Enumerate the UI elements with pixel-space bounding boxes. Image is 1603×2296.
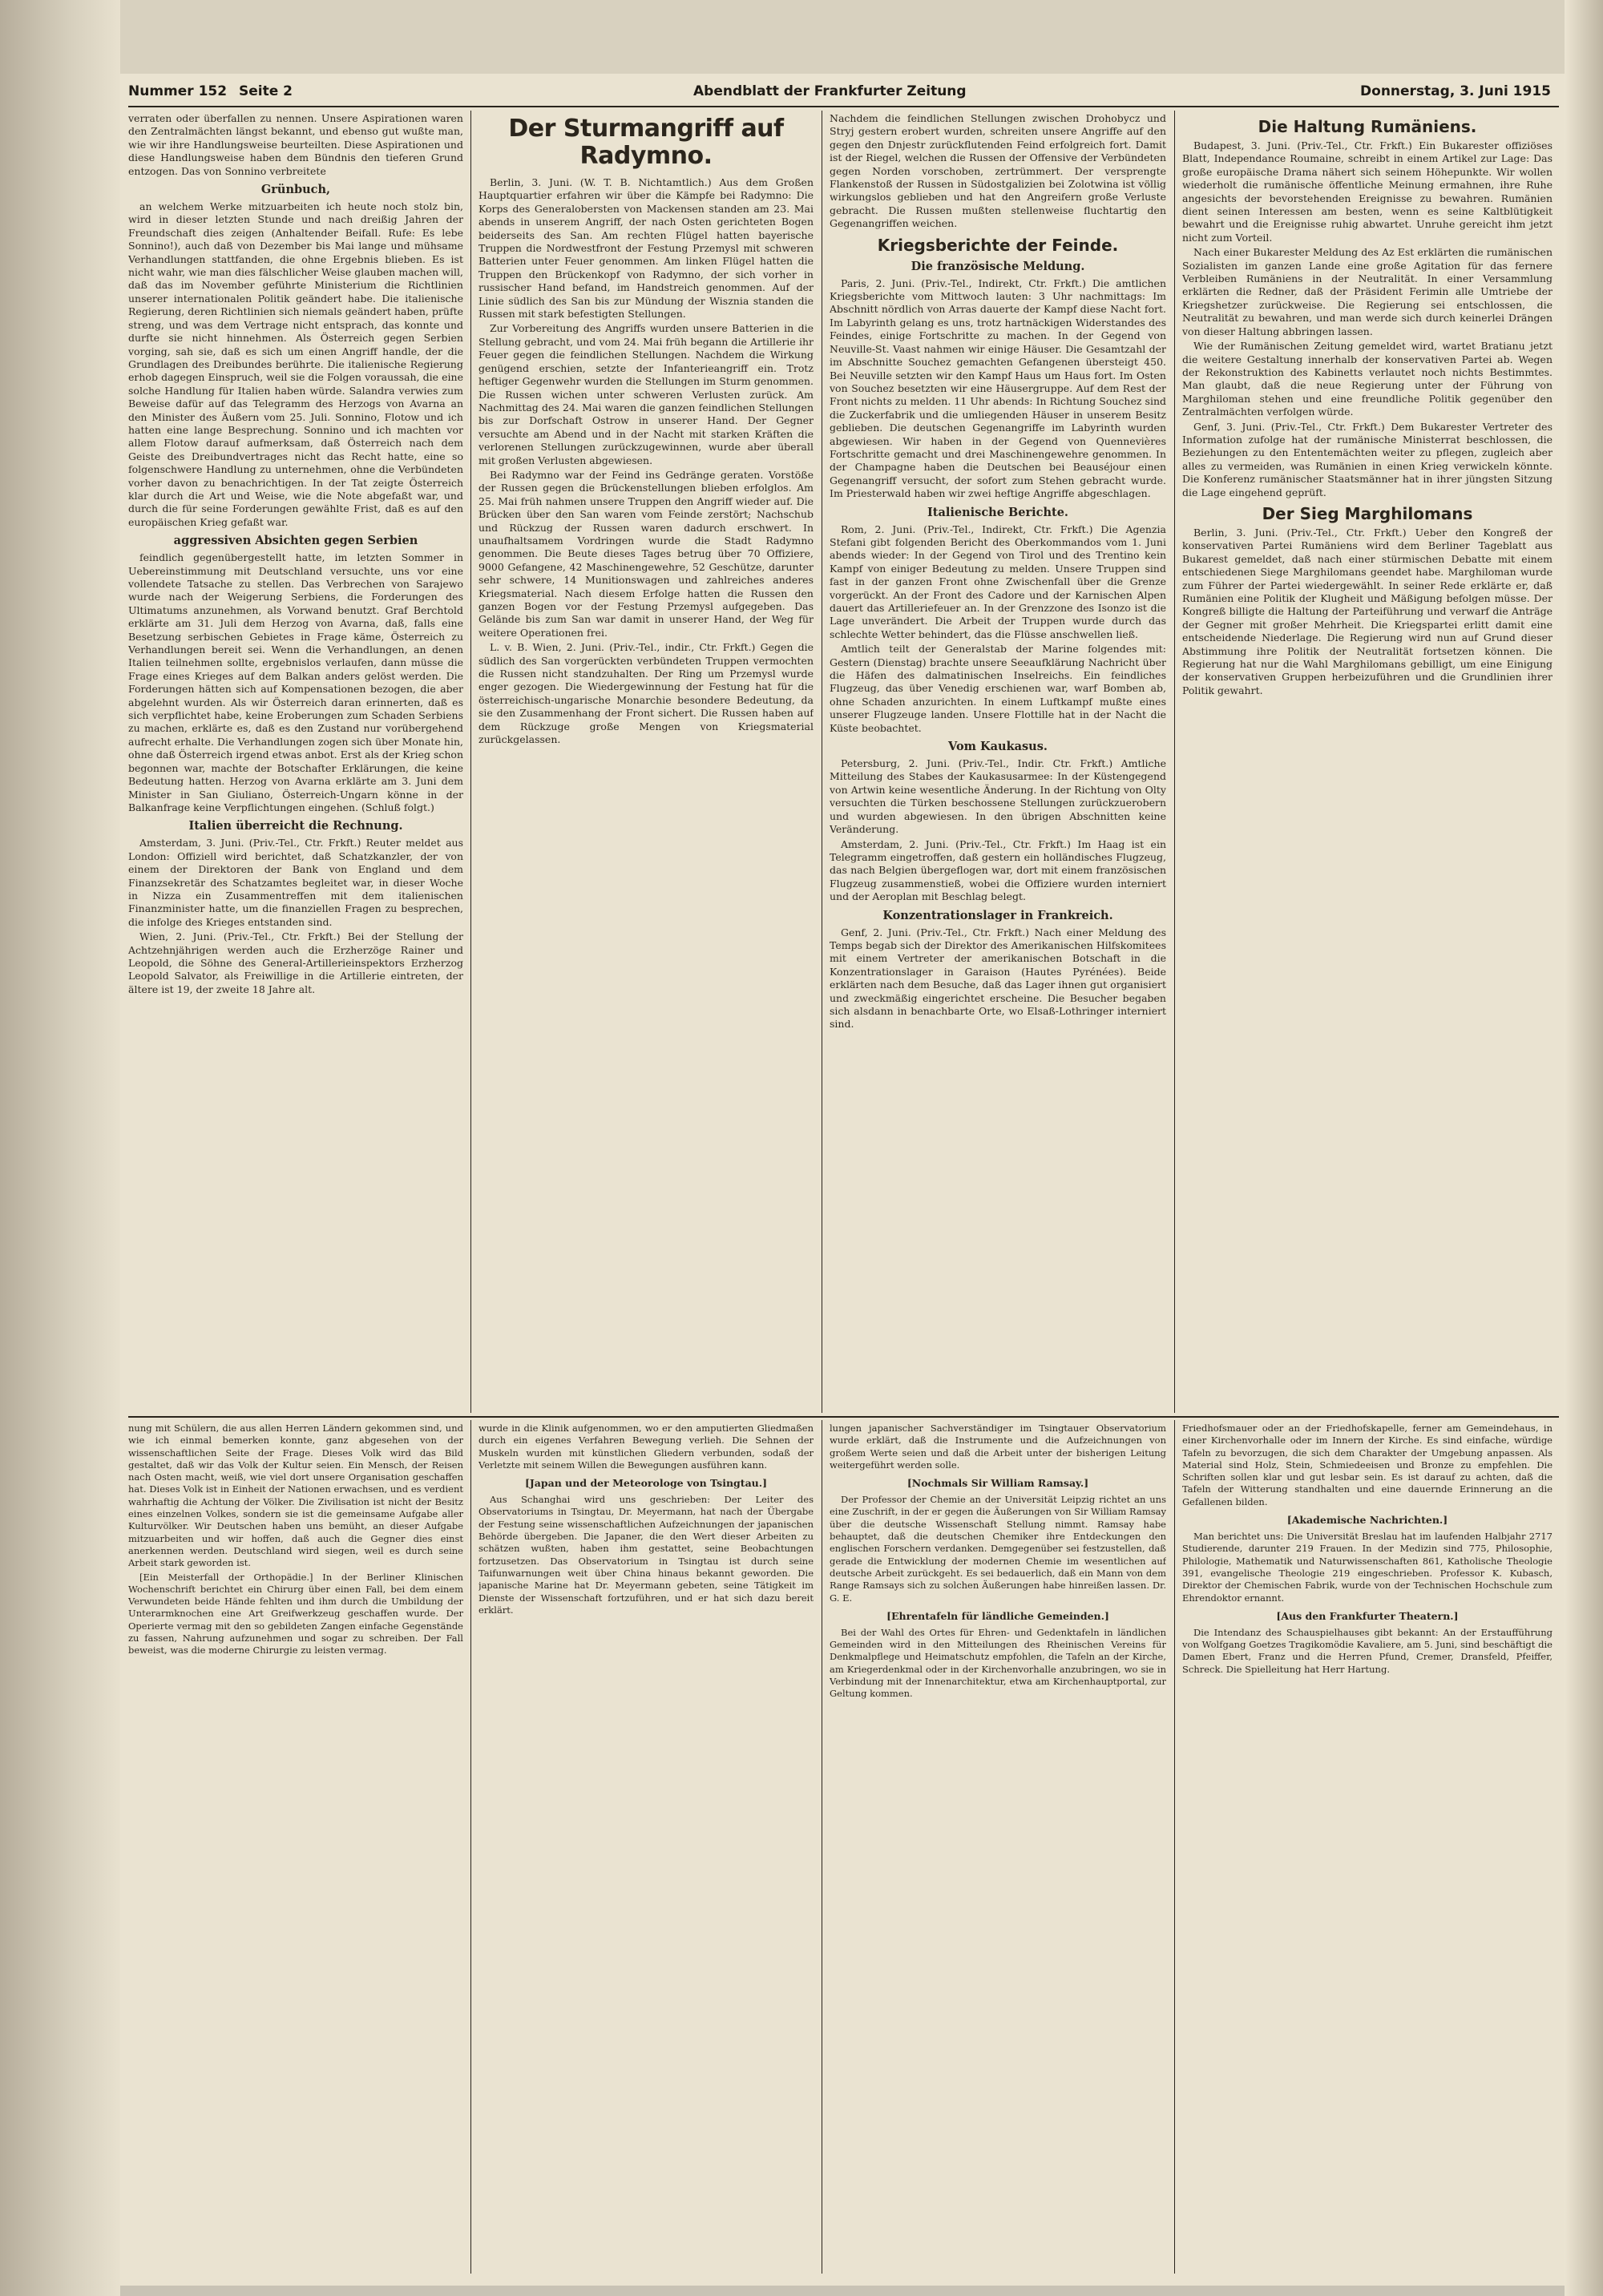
section-heading: [Aus den Frankfurter Theatern.] xyxy=(1276,1609,1459,1622)
page-header xyxy=(128,83,1559,107)
paragraph: verraten oder überfallen zu nennen. Unsere Aspirationen waren den Zentralmächten längst bekannt, und ebenso gut wußte man, wie wir ihre Handlungsweise beurteilten. Diese Aspirationen und diese Handlungsweise haben dem Bündnis den tieferen Grund entzogen. Das von Sonnino verbreitete xyxy=(128,112,463,177)
issue-date: Donnerstag, 3. Juni 1915 xyxy=(1360,83,1551,99)
paragraph: Genf, 2. Juni. (Priv.-Tel., Ctr. Frkft.) Nach einer Meldung des Temps begab sich der Direktor des Amerikanischen Hilfskomitees mit einem Vertreter der amerikanischen Botschaft in die Konzentrationslager in Garaison (Hautes Pyrénées). Beide erklärten nach dem Besuche, daß das Lager ihnen gut organisiert und zweckmäßig eingerichtet erscheine. Die Besucher begaben sich alsdann in benachbarte Orte, wo Elsaß-Lothringer interniert sind. xyxy=(830,926,1166,1031)
masthead: Abendblatt der Frankfurter Zeitung xyxy=(693,83,967,99)
paragraph: lungen japanischer Sachverständiger im Tsingtauer Observatorium wurde erklärt, daß die Instrumente und die Aufzeichnungen von großem Werte seien und daß die Arbeit unter der bisherigen Leitung weitergeführt werden solle. xyxy=(830,1422,1166,1471)
page-number: Seite 2 xyxy=(239,83,293,99)
section-heading: [Akademische Nachrichten.] xyxy=(1286,1514,1448,1527)
issue-number: Nummer 152 xyxy=(128,83,228,99)
page-edge xyxy=(1565,0,1603,2296)
paragraph: Berlin, 3. Juni. (Priv.-Tel., Ctr. Frkft.) Ueber den Kongreß der konservativen Partei Rumäniens wird dem Berliner Tageblatt aus Bukarest gemeldet, daß nach einer stürmischen Debatte mit einem entschiedenen Siege Marghilomans geendet habe. Marghiloman wurde zum Führer der Partei wiedergewählt. In seiner Rede erklärte er, daß Rumänien eine Politik der Klugheit und Mäßigung befolgen müsse. Der Kongreß billigte die Haltung der Parteiführung und verwarf die Anträge der Gegner mit großer Mehrheit. Die Kriegspartei erlitt damit eine entscheidende Niederlage. Die Regierung wird nun auf Grund dieser Abstimmung ihre Politik der Neutralität fortsetzen können. Die Regierung hat nur die Wahl Marghilomans gebilligt, um eine Einigung der konservativen Gruppen herbeizuführen und die Grundlinien ihrer Politik gewahrt. xyxy=(1182,526,1553,696)
paragraph: wurde in die Klinik aufgenommen, wo er den amputierten Gliedmaßen durch ein eigenes Verfahren Bewegung verlieh. Die Sehnen der Muskeln wurden mit künstlichen Gliedern verbunden, sodaß der Verletzte mit seinem Willen die Bewegungen ausführen kann. xyxy=(478,1422,814,1471)
paragraph: [Ein Meisterfall der Orthopädie.] In der Berliner Klinischen Wochenschrift berichtet ein Chirurg über einen Fall, bei dem einem Verwundeten beide Hände fehlten und ihm durch die Umbildung der Unterarmknochen eine Art Greifwerkzeug geschaffen wurde. Der Operierte vermag mit den so gebildeten Zangen einfache Gegenstände zu fassen, Nahrung aufzunehmen und sogar zu schreiben. Der Fall beweist, was die moderne Chirurgie zu leisten vermag. xyxy=(128,1571,463,1656)
column-2 xyxy=(478,112,814,1412)
section-heading: Grünbuch, xyxy=(260,183,331,197)
paragraph: Rom, 2. Juni. (Priv.-Tel., Indirekt, Ctr. Frkft.) Die Agenzia Stefani gibt folgenden Bericht des Oberkommandos vom 1. Juni abends wieder: In der Gegend von Tirol und des Trentino kein Kampf von einiger Bedeutung zu melden. Unsere Truppen sind fast in der ganzen Front ohne Zwischenfall über die Grenze vorgerückt. An der Front des Cadore und der Karnischen Alpen dauert das Artilleriefeuer an. In der Grenzzone des Isonzo ist die Lage unverändert. Die Arbeit der Truppen wurde durch das schlechte Wetter behindert, das die Flüsse anschwellen ließ. xyxy=(830,523,1166,640)
paragraph: Der Professor der Chemie an der Universität Leipzig richtet an uns eine Zuschrift, in der er gegen die Äußerungen von Sir William Ramsay über die deutsche Wissenschaft Stellung nimmt. Ramsay habe behauptet, daß die deutschen Chemiker ihre Entdeckungen den englischen Forschern verdanken. Demgegenüber sei festzustellen, daß gerade die Entwicklung der modernen Chemie im wesentlichen auf deutsche Arbeit zurückgeht. Es sei bedauerlich, daß ein Mann von dem Range Ramsays sich zu solchen Äußerungen habe hinreißen lassen. Dr. G. E. xyxy=(830,1494,1166,1604)
paragraph: Berlin, 3. Juni. (W. T. B. Nichtamtlich.) Aus dem Großen Hauptquartier erfahren wir über die Kämpfe bei Radymno: Die Korps des Generalobersten von Mackensen standen am 23. Mai abends in unserem Angriff, der nach Osten gerichteten Bogen beiderseits des San. Am rechten Flügel hatten bayerische Truppen die Nordwestfront der Festung Przemysl mit schweren Batterien unter Feuer genommen. Am linken Flügel hatten die Truppen den Brückenkopf von Radymno, der sich vorher in russischer Hand befand, im Handstreich genommen. Auf der Linie südlich des San bis zur Mündung der Wisznia standen die Russen mit stark befestigten Stellungen. xyxy=(478,176,814,321)
column-1 xyxy=(128,112,463,1412)
paragraph: feindlich gegenübergestellt hatte, im letzten Sommer in Uebereinstimmung mit Deutschland versuchte, uns vor eine vollendete Tatsache zu stellen. Das Verbrechen von Sarajewo wurde nach der Weigerung Serbiens, die Forderungen des Ultimatums anzunehmen, als Vorwand benutzt. Graf Berchtold erklärte am 31. Juli dem Herzog von Avarna, daß, falls eine Besetzung serbischen Gebietes in Frage käme, Österreich zu Verhandlungen bereit sei. Wenn die Verhandlungen, an denen Italien teilnehmen sollte, ergebnislos verlaufen, dann müsse die Frage eines Krieges auf dem Balkan anders gelöst werden. Die Forderungen hätten sich auf Kompensationen bezogen, die aber abgelehnt wurden. Als wir Österreich daran erinnerten, daß es sich verpflichtet habe, keine Eroberungen zum Schaden Serbiens zu machen, erklärte es, daß es den Zustand nur vorübergehend aufrecht erhalte. Die Verhandlungen zogen sich über Monate hin, ohne daß Österreich irgend etwas anbot. Erst als der Krieg schon begonnen war, machte der Botschafter Erklärungen, die keine Bedeutung hatten. Herzog von Avarna erklärte am 3. Juni dem Minister in San Giuliano, Österreich-Ungarn könne in der Balkanfrage keine Verpflichtungen eingehen. (Schluß folgt.) xyxy=(128,551,463,813)
feuilleton-column-3 xyxy=(830,1422,1166,2272)
section-heading: Italien überreicht die Rechnung. xyxy=(188,819,403,833)
paragraph: nung mit Schülern, die aus allen Herren Ländern gekommen sind, und wie ich einmal bemerken konnte, ganz abgesehen von der wissenschaftlichen Seite der Frage. Dieses Volk wird das Bild gestaltet, daß wir das Volk der Kultur seien. Ein Mensch, der Reisen nach Osten macht, weiß, wie viel dort unsere Organisation geschaffen hat. Dieses Volk ist in Einheit der Nationen erwachsen, und es verdient wahrhaftig die Achtung der Völker. Die Zivilisation ist nicht der Besitz eines einzelnen Volkes, sondern sie ist die gemeinsame Aufgabe aller Kulturvölker. Wir Deutschen haben uns bemüht, an dieser Aufgabe mitzuarbeiten und wir hoffen, daß auch die Gegner dies einst anerkennen werden. Deutschland wird siegen, weil es durch seine Arbeit stark geworden ist. xyxy=(128,1422,463,1569)
paragraph: Friedhofsmauer oder an der Friedhofskapelle, ferner am Gemeindehaus, in einer Kirchenvorhalle oder im Innern der Kirche. Es sind einfache, würdige Tafeln zu bevorzugen, die sich dem Charakter der Umgebung anpassen. Als Material sind Holz, Stein, Schmiedeeisen und Bronze zu empfehlen. Die Schriften sollen klar und gut lesbar sein. Es ist darauf zu achten, daß die Tafeln der Witterung standhalten und eine dauernde Erinnerung an die Gefallenen bilden. xyxy=(1182,1422,1553,1507)
section-heading: Die Haltung Rumäniens. xyxy=(1258,117,1477,136)
paragraph: Die Intendanz des Schauspielhauses gibt bekannt: An der Erstaufführung von Wolfgang Goetzes Tragikomödie Kavaliere, am 5. Juni, sind beschäftigt die Damen Ebert, Franz und die Herren Pfund, Cremer, Dransfeld, Pfeiffer, Schreck. Die Spielleitung hat Herr Hartung. xyxy=(1182,1626,1553,1675)
section-heading: aggressiven Absichten gegen Serbien xyxy=(173,534,418,548)
paragraph: Budapest, 3. Juni. (Priv.-Tel., Ctr. Frkft.) Ein Bukarester offiziöses Blatt, Independance Roumaine, schreibt in einem Artikel zur Lage: Das große europäische Drama nähert sich seinem Höhepunkte. Wir wollen wiederholt die rumänische öffentliche Meinung ermahnen, ihre Ruhe angesichts der bevorstehenden Ereignisse zu bewahren. Rumänien dient seinen Interessen am besten, wenn es seine Kaltblütigkeit bewahrt und die Ereignisse ruhig abwartet. Unruhe gereicht ihm jetzt nicht zum Vorteil. xyxy=(1182,139,1553,244)
paragraph: Aus Schanghai wird uns geschrieben: Der Leiter des Observatoriums in Tsingtau, Dr. Meyermann, hat nach der Übergabe der Festung seine wissenschaftlichen Aufzeichnungen der japanischen Behörde übergeben. Die Japaner, die den Wert dieser Arbeiten zu schätzen wußten, haben ihm gestattet, seine Beobachtungen fortzusetzen. Das Observatorium in Tsingtau ist durch seine Taifunwarnungen weit über China hinaus bekannt geworden. Die japanische Marine hat Dr. Meyermann gebeten, seine Tätigkeit im Dienste der Wissenschaft fortzuführen, und er hat sich dazu bereit erklärt. xyxy=(478,1494,814,1616)
main-headline: Der Sturmangriff auf Radymno. xyxy=(508,115,784,170)
column-rule xyxy=(470,111,471,1413)
paragraph: Zur Vorbereitung des Angriffs wurden unsere Batterien in die Stellung gebracht, und vom 24. Mai früh begann die Artillerie ihr Feuer gegen die feindlichen Stellungen. Nachdem die Wirkung genügend erschien, setzte der Infanterieangriff ein. Trotz heftiger Gegenwehr wurden die Stellungen im Sturm genommen. Die Russen wichen unter schweren Verlusten zurück. Am Nachmittag des 24. Mai waren die ganzen feindlichen Stellungen bis zur Dorfschaft Ostrow in unserer Hand. Der Gegner versuchte am Abend und in der Nacht mit starken Kräften die verlorenen Stellungen zurückzugewinnen, wurde aber überall mit großen Verlusten abgewiesen. xyxy=(478,322,814,466)
paragraph: Genf, 3. Juni. (Priv.-Tel., Ctr. Frkft.) Dem Bukarester Vertreter des Information zufolge hat der rumänische Ministerrat beschlossen, die Beziehungen zu den Ententemächten weiter zu pflegen, zugleich aber alles zu vermeiden, was Rumänien in einen Krieg verwickeln könnte. Die Konferenz rumänischer Staatsmänner hat in ihrer jüngsten Sitzung die Lage eingehend geprüft. xyxy=(1182,420,1553,498)
paragraph: Petersburg, 2. Juni. (Priv.-Tel., Indir. Ctr. Frkft.) Amtliche Mitteilung des Stabes der Kaukasusarmee: In der Küstengegend von Artwin keine wesentliche Änderung. In der Richtung von Olty versuchten die Türken beschossene Stellungen zurückzuerobern und wurden abgewiesen. In den übrigen Abschnitten keine Veränderung. xyxy=(830,757,1166,836)
paragraph: Amsterdam, 2. Juni. (Priv.-Tel., Ctr. Frkft.) Im Haag ist ein Telegramm eingetroffen, daß gestern ein holländisches Flugzeug, das nach Belgien übergeflogen war, dort mit einem französischen Flugzeug zusammenstieß, wobei die Offiziere wurden interniert und der Aeroplan mit Beschlag belegt. xyxy=(830,837,1166,903)
page-top-margin xyxy=(120,0,1565,74)
feuilleton-column-4 xyxy=(1182,1422,1553,2272)
column-rule xyxy=(1174,1420,1175,2274)
paragraph: Nachdem die feindlichen Stellungen zwischen Drohobycz und Stryj gestern erobert wurden, schreiten unsere Angriffe auf den gegen den Dnjestr zurückflutenden Feind erfolgreich fort. Damit ist der Riegel, welchen die Russen der Offensive der Verbündeten gegen Norden vorschoben, zertrümmert. Der versprengte Flankenstoß der Russen in Südostgalizien bei Zolotwina ist völlig wirkungslos geblieben und hat den Angreifern große Verluste gebracht. Die Russen mußten stellenweise fluchtartig den Gegenangriffen weichen. xyxy=(830,112,1166,230)
paragraph: Wie der Rumänischen Zeitung gemeldet wird, wartet Bratianu jetzt die weitere Gestaltung innerhalb der konservativen Partei ab. Wegen der Rekonstruktion des Kabinetts verlautet noch nichts Bestimmtes. Man glaubt, daß die neue Regierung unter der Führung von Marghiloman stehen und eine freundliche Politik gegenüber den Zentralmächten verfolgen würde. xyxy=(1182,340,1553,418)
section-heading: [Nochmals Sir William Ramsay.] xyxy=(906,1477,1089,1490)
column-rule xyxy=(470,1420,471,2274)
feuilleton-column-1 xyxy=(128,1422,463,2272)
section-heading: Italienische Berichte. xyxy=(927,505,1068,519)
book-binding xyxy=(0,0,120,2296)
feuilleton-column-2 xyxy=(478,1422,814,2272)
section-heading: [Japan und der Meteorologe von Tsingtau.] xyxy=(524,1477,768,1490)
paragraph: Bei Radymno war der Feind ins Gedränge geraten. Vorstöße der Russen gegen die Brückenstellungen blieben erfolglos. Am 25. Mai früh nahmen unsere Truppen den Angriff wieder auf. Die Brücken über den San waren vom Feinde zerstört; Nachschub und Rückzug der Russen waren dadurch erschwert. In unaufhaltsamem Vordringen wurde die Stadt Radymno genommen. Die Beute dieses Tages betrug über 70 Offiziere, 9000 Gefangene, 42 Maschinengewehre, 52 Geschütze, darunter sehr schwere, 14 Munitionswagen und zahlreiches anderes Kriegsmaterial. Nach diesem Erfolge hatten die Russen den ganzen Bogen vor der Festung Przemysl aufgegeben. Das Gelände bis zum San war damit in unserer Hand, der Weg für weitere Operationen frei. xyxy=(478,468,814,639)
section-heading: Kriegsberichte der Feinde. xyxy=(877,235,1119,255)
paragraph: Man berichtet uns: Die Universität Breslau hat im laufenden Halbjahr 2717 Studierende, darunter 219 Frauen. In der Medizin sind 775, Philosophie, Philologie, Mathematik und Naturwissenschaften 861, Katholische Theologie 391, evangelische Theologie 219 eingeschrieben. Professor K. Kubasch, Direktor der Chemischen Fabrik, wurde von der Technischen Hochschule zum Ehrendoktor ernannt. xyxy=(1182,1531,1553,1604)
column-3 xyxy=(830,112,1166,1412)
section-heading: Konzentrationslager in Frankreich. xyxy=(882,908,1113,922)
paragraph: L. v. B. Wien, 2. Juni. (Priv.-Tel., indir., Ctr. Frkft.) Gegen die südlich des San vorgerückten verbündeten Truppen vermochten die Russen nicht standzuhalten. Der Ring um Przemysl wurde enger gezogen. Die Wiedergewinnung der Festung hat für die österreichisch-ungarische Monarchie besondere Bedeutung, da sie den Zusammenhang der Front sichert. Die Russen haben auf dem Rückzuge große Mengen von Kriegsmaterial zurückgelassen. xyxy=(478,641,814,746)
section-heading: Vom Kaukasus. xyxy=(948,740,1048,754)
paragraph: Nach einer Bukarester Meldung des Az Est erklärten die rumänischen Sozialisten im ganzen Lande eine große Agitation für das fernere Verbleiben Rumäniens in der Neutralität. In einer Versammlung erklärten die Redner, daß der Präsident Ferimin alle Umtriebe der Kriegshetzer zurückweise. Die Regierung sei entschlossen, die Neutralität zu bewahren, und man werde sich durch keinerlei Drängen von dieser Haltung abbringen lassen. xyxy=(1182,246,1553,337)
section-heading: Der Sieg Marghilomans xyxy=(1262,503,1473,523)
paragraph: Amtlich teilt der Generalstab der Marine folgendes mit: Gestern (Dienstag) brachte unsere Seeaufklärung Nachricht über die Häfen des dalmatinischen Inselreichs. Ein feindliches Flugzeug, das über Venedig erschienen war, warf Bomben ab, ohne Schaden anzurichten. In einem Luftkampf mußte eines unserer Flugzeuge landen. Unsere Flottille hat in der Nacht die Küste beobachtet. xyxy=(830,643,1166,734)
paragraph: Wien, 2. Juni. (Priv.-Tel., Ctr. Frkft.) Bei der Stellung der Achtzehnjährigen werden auch die Erzherzöge Rainer und Leopold, die Söhne des General-Artillerieinspektors Erzherzog Leopold Salvator, als Freiwillige in die Artillerie eintreten, der ältere ist 19, der zweite 18 Jahre alt. xyxy=(128,930,463,995)
column-4 xyxy=(1182,112,1553,1412)
section-heading: Die französische Meldung. xyxy=(911,259,1085,273)
paragraph: Amsterdam, 3. Juni. (Priv.-Tel., Ctr. Frkft.) Reuter meldet aus London: Offiziell wird berichtet, daß Schatzkanzler, der von einem der Direktoren der Bank von England und dem Finanzsekretär des Schatzamtes begleitet war, in dieser Woche in Nizza ein Zusammentreffen mit dem italienischen Finanzminister hatte, um die finanziellen Fragen zu besprechen, die infolge des Krieges entstanden sind. xyxy=(128,837,463,928)
column-rule xyxy=(1174,111,1175,1413)
paragraph: Bei der Wahl des Ortes für Ehren- und Gedenktafeln in ländlichen Gemeinden wird in den Mitteilungen des Rheinischen Vereins für Denkmalpflege und Heimatschutz empfohlen, die Tafeln an der Kirche, am Kriegerdenkmal oder in der Kirchenvorhalle anzubringen, wo sie in Verbindung mit der Innenarchitektur, etwa am Kirchenhauptportal, zur Geltung kommen. xyxy=(830,1626,1166,1700)
header-rule xyxy=(128,106,1559,107)
paragraph: Paris, 2. Juni. (Priv.-Tel., Indirekt, Ctr. Frkft.) Die amtlichen Kriegsberichte vom Mittwoch lauten: 3 Uhr nachmittags: Im Abschnitt nördlich von Arras dauerte der Kampf diese Nacht fort. Im Labyrinth gelang es uns, trotz hartnäckigen Widerstandes des Feindes, einige Fortschritte zu machen. In der Gegend von Neuville-St. Vaast nahmen wir einige Häuser. Die Gesamtzahl der im Abschnitte Souchez gemachten Gefangenen übersteigt 450. Bei Neuville setzten wir den Kampf Haus um Haus fort. Im Osten von Souchez besetzten wir eine Häusergruppe. Auf dem Rest der Front nichts zu melden. 11 Uhr abends: In Richtung Souchez sind die Zuckerfabrik und die umliegenden Häuser in unserem Besitz geblieben. Die deutschen Gegenangriffe im Labyrinth wurden abgewiesen. Wir haben in der Gegend von Quennevières Fortschritte gemacht und drei Maschinengewehre genommen. In der Champagne haben die Deutschen bei Beauséjour einen Gegenangriff versucht, der sofort zum Stehen gebracht wurde. Im Priesterwald haben wir zwei heftige Angriffe abgeschlagen. xyxy=(830,276,1166,500)
feuilleton-rule xyxy=(128,1416,1559,1418)
paragraph: an welchem Werke mitzuarbeiten ich heute noch stolz bin, wird in dieser letzten Stunde und nach dreißig Jahren der Freundschaft dies zeigen (Anhaltender Beifall. Rufe: Es lebe Sonnino!), auch daß von Dezember bis Mai lange und mühsame Verhandlungen stattfanden, die ohne Ergebnis blieben. Es ist nicht wahr, wie man dies fälschlicher Weise glauben machen will, daß das im November geführte Ministerium die Richtlinien unserer internationalen Politik geändert habe. Die italienische Regierung, deren Richtlinien sich niemals geändert haben, prüfte streng, und was dem Vertrage nicht entsprach, das konnte und durfte sie nicht hinnehmen. Als Österreich gegen Serbien vorging, sah sie, daß es sich um einen Angriff handle, der die Grundlagen des Dreibundes berührte. Die italienische Regierung erhob dagegen Einspruch, weil sie die Folgen voraussah, die eine solche Handlung für Italien haben würde. Salandra verwies zum Beweise dafür auf das Telegramm des Herzogs von Avarna an den Minister des Äußern vom 25. Juli. Sonnino, Flotow und ich hatten eine lange Besprechung. Sonnino und ich machten vor allem Flotow darauf aufmerksam, daß Österreich nach dem Geiste des Dreibundvertrages nicht das Recht hatte, eine so folgenschwere Handlung zu unternehmen, ohne die Verbündeten vorher davon zu benachrichtigen. In der Tat zeigte Österreich klar durch die Art und Weise, wie die Note abgefaßt war, und durch die für seine Forderungen gewählte Frist, daß es auf den europäischen Krieg gefaßt war. xyxy=(128,200,463,528)
section-heading: [Ehrentafeln für ländliche Gemeinden.] xyxy=(886,1609,1109,1622)
